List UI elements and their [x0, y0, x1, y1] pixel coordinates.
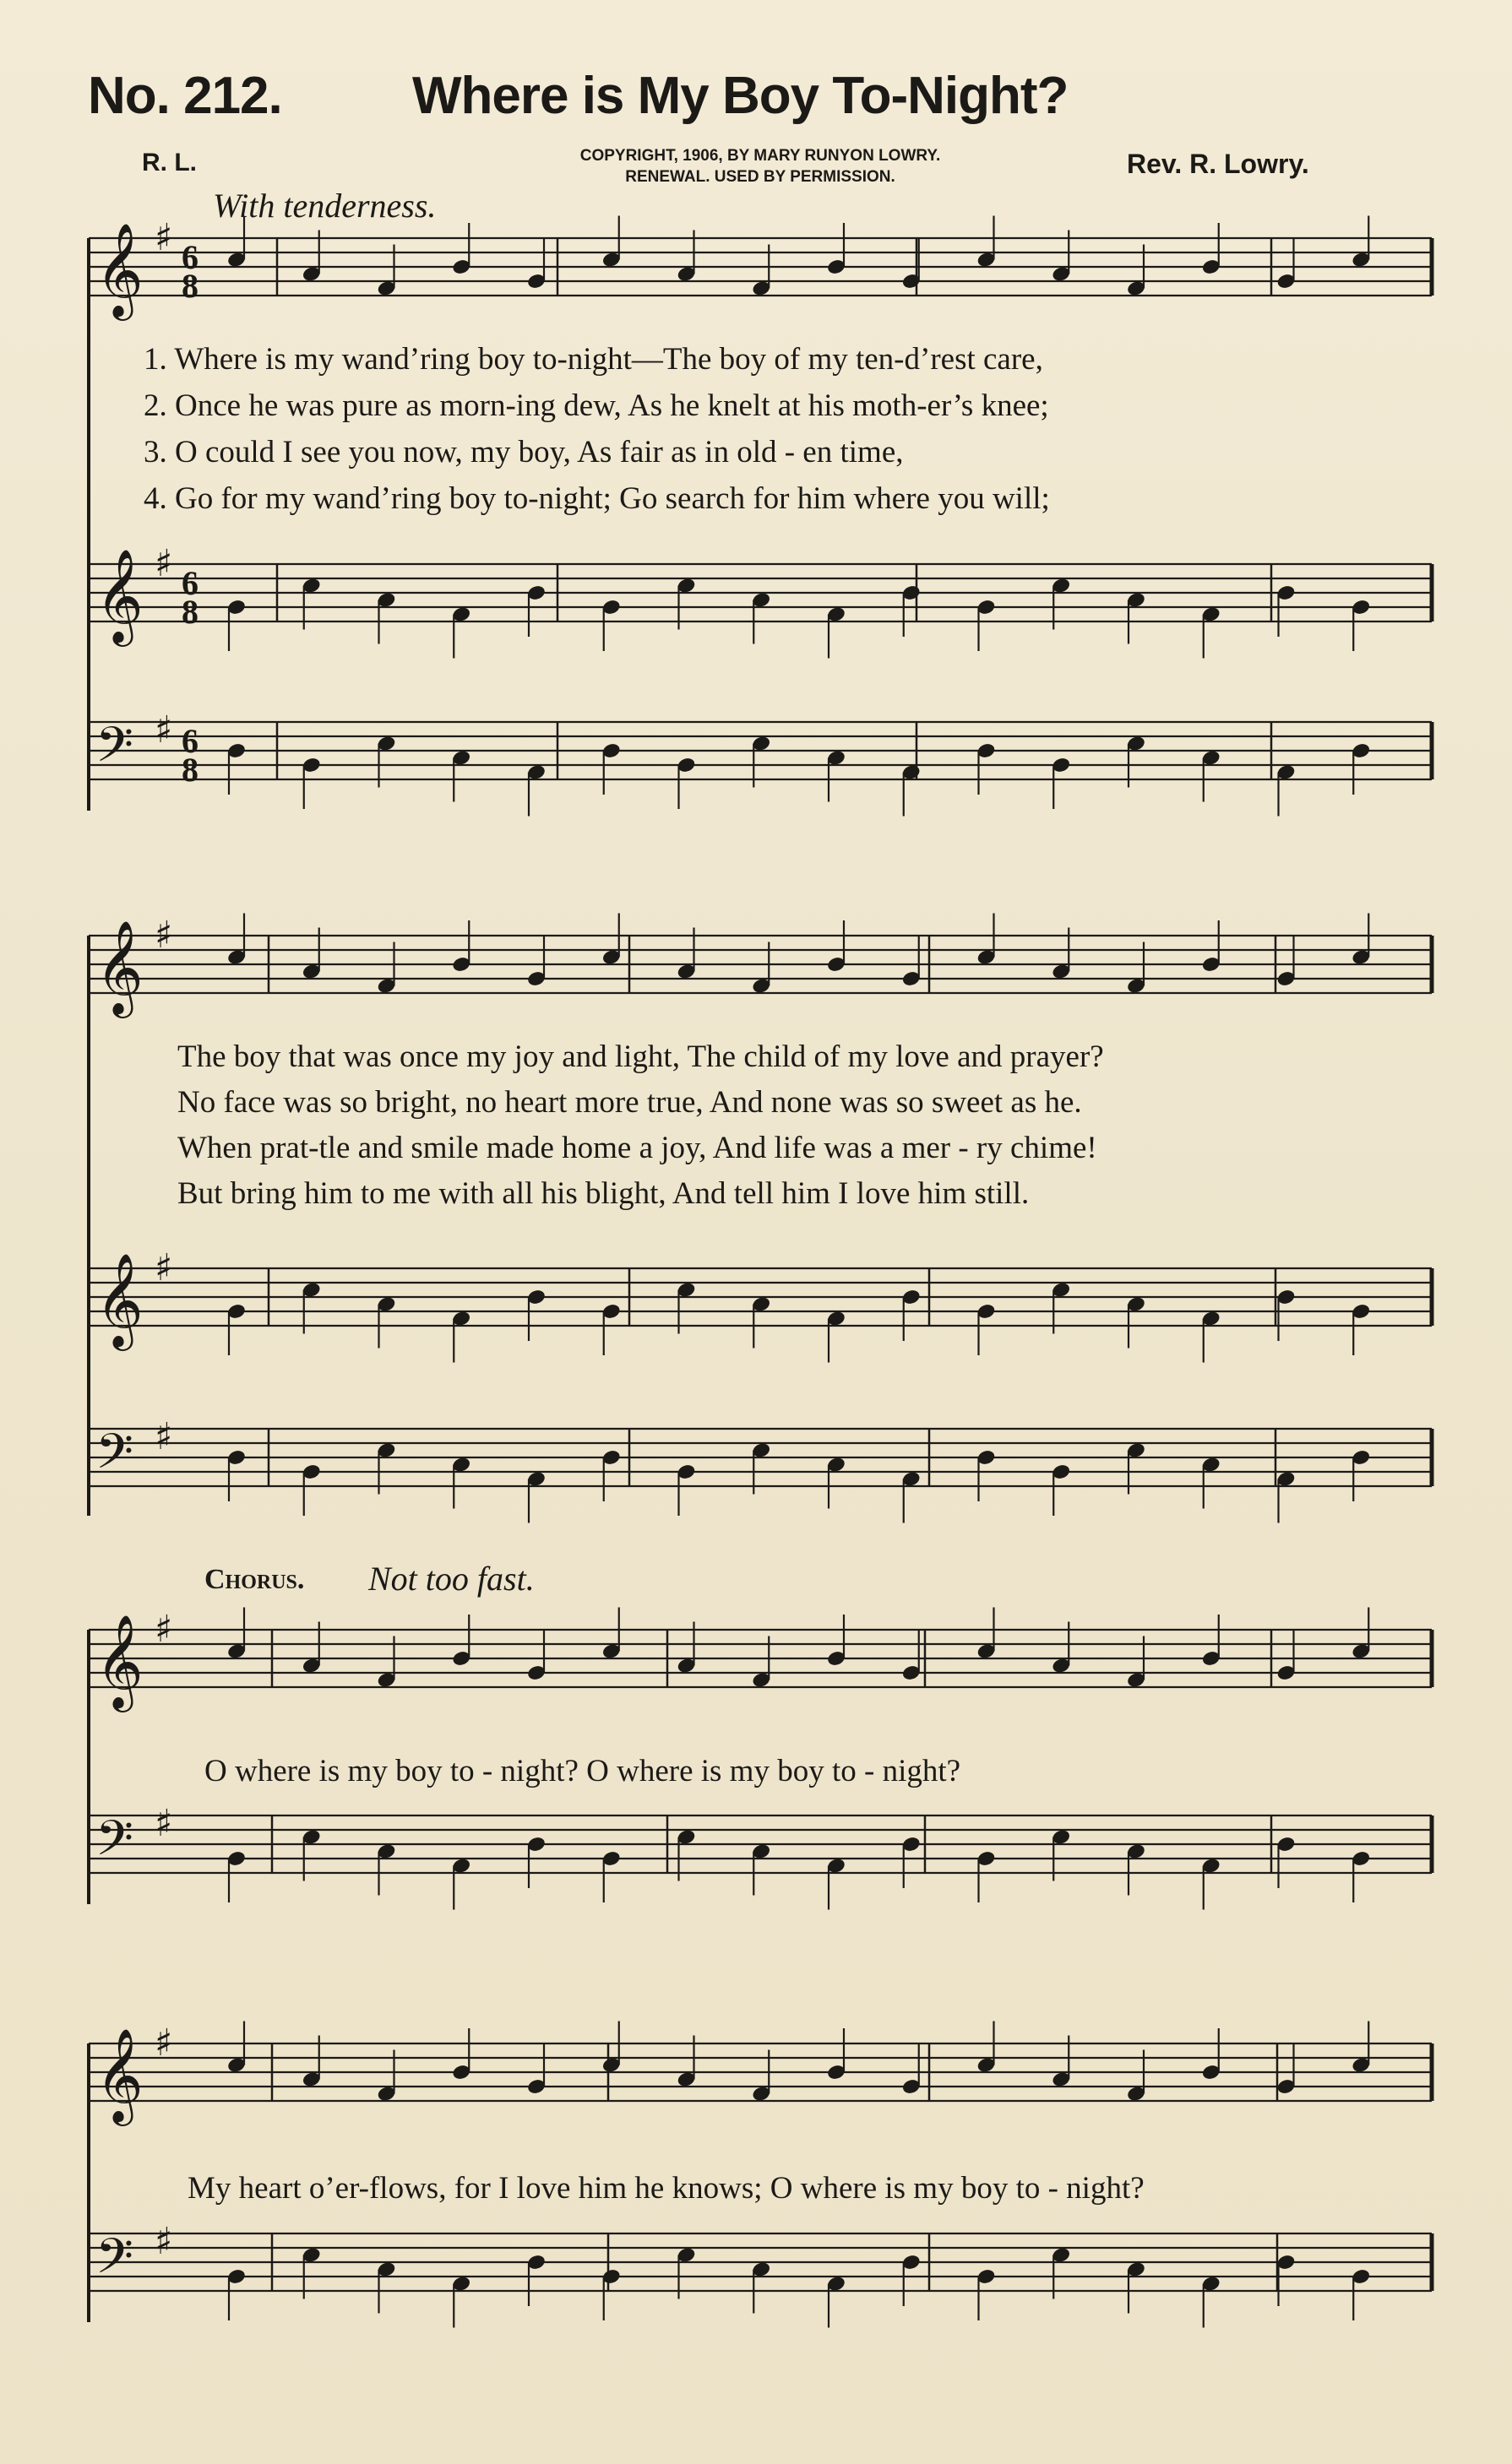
key-signature-sharp: ♯	[155, 1608, 173, 1651]
copyright-line-1: COPYRIGHT, 1906, BY MARY RUNYON LOWRY.	[579, 147, 941, 165]
treble-clef: 𝄞	[95, 548, 144, 643]
chorus-label: Chorus.	[204, 1564, 305, 1595]
key-signature-sharp: ♯	[155, 542, 173, 585]
verse-3-line-2: When prat-tle and smile made home a joy, And life was a mer - ry chime!	[177, 1131, 1097, 1165]
bass-clef: 𝄢	[95, 1423, 134, 1492]
time-signature-top: 6	[182, 238, 199, 276]
time-signature-bottom: 8	[182, 751, 199, 789]
chorus-tempo-marking: Not too fast.	[368, 1560, 535, 1598]
time-signature-bottom: 8	[182, 267, 199, 305]
chorus-lyric-line-2: My heart o’er-flows, for I love him he knows; O where is my boy to - night?	[188, 2171, 1145, 2206]
time-signature-top: 6	[182, 722, 199, 760]
treble-clef: 𝄞	[95, 1614, 144, 1708]
bass-clef: 𝄢	[95, 2228, 134, 2297]
hymn-title: Where is My Boy To-Night?	[412, 67, 1069, 125]
verse-2-line-2: No face was so bright, no heart more true, And none was so sweet as he.	[177, 1085, 1082, 1120]
bass-clef: 𝄢	[95, 716, 134, 785]
key-signature-sharp: ♯	[155, 1246, 173, 1289]
chorus-lyric-line-1: O where is my boy to - night? O where is my boy to - night?	[204, 1754, 961, 1788]
key-signature-sharp: ♯	[155, 1802, 173, 1845]
key-signature-sharp: ♯	[155, 2220, 173, 2263]
key-signature-sharp: ♯	[155, 2022, 173, 2065]
key-signature-sharp: ♯	[155, 708, 173, 752]
verse-3-line-1: 3. O could I see you now, my boy, As fair as in old - en time,	[144, 435, 904, 469]
tempo-marking: With tenderness.	[213, 187, 437, 225]
verse-2-line-1: 2. Once he was pure as morn-ing dew, As he knelt at his moth-er’s knee;	[144, 388, 1049, 423]
time-signature-bottom: 8	[182, 593, 199, 631]
treble-clef: 𝄞	[95, 920, 144, 1014]
key-signature-sharp: ♯	[155, 216, 173, 259]
treble-clef: 𝄞	[95, 2027, 144, 2122]
lyricist-credit: R. L.	[142, 149, 197, 176]
time-signature-top: 6	[182, 564, 199, 602]
composer-credit: Rev. R. Lowry.	[1127, 149, 1309, 179]
verse-1-line-1: 1. Where is my wand’ring boy to-night—The boy of my ten-d’rest care,	[144, 342, 1043, 377]
bass-clef: 𝄢	[95, 1810, 134, 1879]
treble-clef: 𝄞	[95, 1252, 144, 1347]
verse-4-line-2: But bring him to me with all his blight, And tell him I love him still.	[177, 1176, 1030, 1211]
key-signature-sharp: ♯	[155, 1415, 173, 1458]
copyright-line-2: RENEWAL. USED BY PERMISSION.	[625, 168, 895, 186]
verse-1-line-2: The boy that was once my joy and light, The child of my love and prayer?	[177, 1039, 1104, 1074]
key-signature-sharp: ♯	[155, 914, 173, 957]
hymn-number: No. 212.	[88, 67, 282, 125]
treble-clef: 𝄞	[95, 222, 144, 317]
verse-4-line-1: 4. Go for my wand’ring boy to-night; Go search for him where you will;	[144, 481, 1050, 516]
copyright-notice	[507, 145, 1014, 187]
